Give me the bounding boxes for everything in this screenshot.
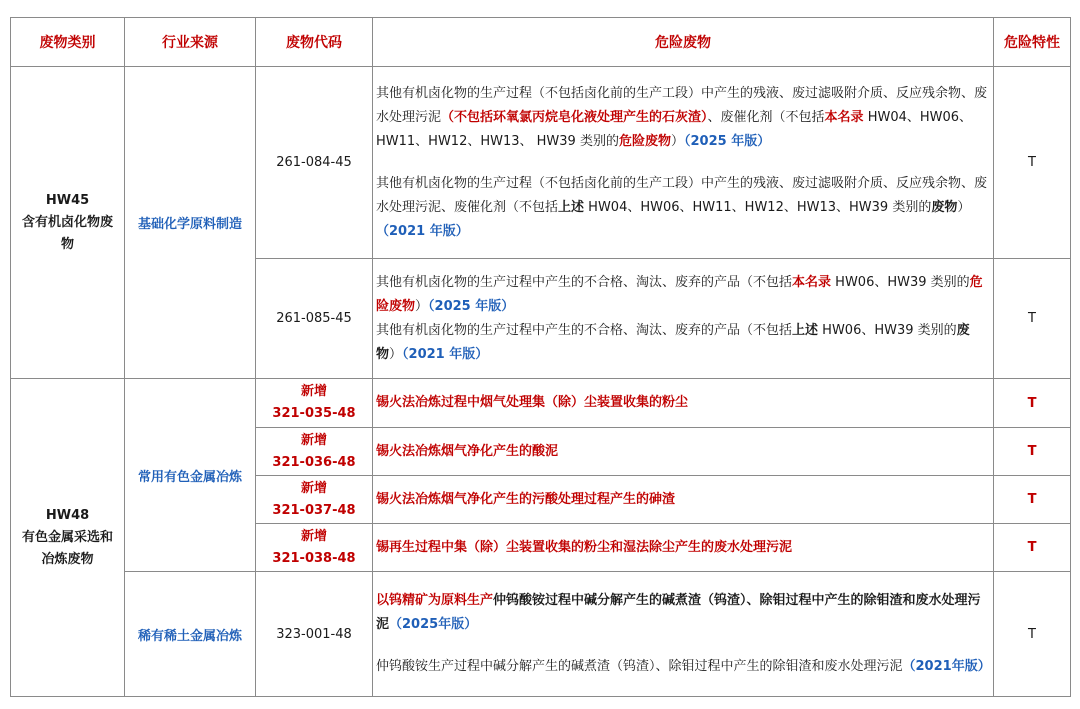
- hazard-value: T: [994, 572, 1071, 697]
- table-row: [11, 572, 1071, 697]
- text-segment: 仲钨酸铵过程中碱分解产生的碱煮渣（钨渣）、除钼过程中产生的除钼渣和废水处理污泥: [376, 593, 981, 632]
- waste-code-new: [256, 428, 373, 476]
- waste-code: 321-035-48: [272, 406, 356, 421]
- version-tag-2021: （2021 年版）: [402, 346, 489, 362]
- waste-code: 321-036-48: [272, 454, 356, 470]
- category-hw45: [11, 67, 125, 379]
- new-label: 新增: [300, 480, 327, 496]
- text-segment: 仲钨酸铵生产过程中碱分解产生的碱煮渣（钨渣）、除钼过程中产生的除钼渣和废水处理污泥: [376, 659, 903, 674]
- version-tag-2025: （2025 年版）: [683, 133, 771, 149]
- text-segment: 其他有机卤化物的生产过程中产生的不合格、淘汰、废弃的产品（不包括: [376, 322, 793, 338]
- hazard-value: T: [994, 67, 1071, 259]
- category-name-line2: 冶炼废物: [41, 551, 94, 567]
- waste-2025-text: [376, 271, 991, 319]
- source-common-nonferrous: 常用有色金属冶炼: [125, 379, 256, 572]
- category-hw48: [11, 379, 125, 697]
- version-tag-2025: （2025年版）: [389, 617, 478, 632]
- header-waste: 危险废物: [373, 18, 994, 67]
- waste-code-new: [256, 476, 373, 524]
- text-segment: 、废催化剂（不包括: [707, 109, 825, 125]
- source-rare-metal: 稀有稀土金属冶炼: [125, 572, 256, 697]
- hazard-value: T: [994, 524, 1071, 572]
- version-tag-2021: （2021 年版）: [376, 223, 469, 239]
- waste-code: 261-084-45: [256, 67, 373, 259]
- text-bold: 上述: [558, 199, 585, 215]
- text-segment: ）: [957, 199, 971, 215]
- text-bold: 废物: [931, 199, 958, 215]
- new-label: 新增: [300, 384, 327, 399]
- text-segment: ）: [389, 346, 403, 362]
- text-bold: 废物: [376, 322, 970, 362]
- text-highlight: 危险废物: [618, 133, 671, 149]
- version-tag-2021: （2021年版）: [902, 659, 991, 674]
- text-segment: HW06、HW39 类别的: [831, 274, 970, 290]
- category-code: HW48: [45, 507, 90, 523]
- waste-2021-text: [376, 655, 991, 679]
- waste-code: 261-085-45: [256, 259, 373, 379]
- text-segment: 其他有机卤化物的生产过程中产生的不合格、淘汰、废弃的产品（不包括: [376, 274, 793, 290]
- text-segment: HW06、HW39 类别的: [818, 322, 957, 338]
- waste-code: 321-037-48: [272, 502, 356, 518]
- category-name-line1: 含有机卤化物废: [21, 214, 113, 230]
- waste-description: 锡火法冶炼烟气净化产生的酸泥: [373, 428, 994, 476]
- header-hazard: 危险特性: [994, 18, 1071, 67]
- text-highlight: 本名录: [824, 109, 864, 125]
- waste-description: 锡再生过程中集（除）尘装置收集的粉尘和湿法除尘产生的废水处理污泥: [373, 524, 994, 572]
- text-highlight: 本名录: [792, 274, 832, 290]
- text-highlight: 危险废物: [376, 274, 983, 314]
- text-segment: HW04、HW06、HW11、HW12、HW13、 HW39 类别的: [376, 109, 973, 149]
- text-segment: HW04、HW06、HW11、HW12、HW13、HW39 类别的: [584, 199, 932, 215]
- text-segment: ）: [670, 133, 684, 149]
- waste-2025-text: [376, 589, 991, 637]
- text-highlight: （不包括环氧氯丙烷皂化液处理产生的石灰渣）: [441, 109, 708, 125]
- text-segment: 其他有机卤化物的生产过程（不包括卤化前的生产工段）中产生的残液、废过滤吸附介质、反应残余物、废水处理污泥、废催化剂（不包括: [376, 175, 988, 215]
- hazard-value: T: [994, 259, 1071, 379]
- table-row: [11, 67, 1071, 259]
- waste-2021-text: [376, 172, 991, 244]
- waste-description: 锡火法冶炼烟气净化产生的污酸处理过程产生的砷渣: [373, 476, 994, 524]
- table-row: [11, 379, 1071, 428]
- hazard-value: T: [994, 428, 1071, 476]
- text-highlight: 以钨精矿为原料生产: [376, 593, 494, 608]
- waste-code-new: [256, 524, 373, 572]
- hazardous-waste-table: [10, 17, 1071, 697]
- waste-2025-text: [376, 82, 991, 154]
- waste-code-new: [256, 379, 373, 428]
- new-label: 新增: [300, 432, 327, 448]
- version-tag-2025: （2025 年版）: [428, 298, 515, 314]
- category-name-line2: 物: [60, 236, 74, 252]
- text-bold: 上述: [792, 322, 819, 338]
- waste-description: 锡火法冶炼过程中烟气处理集（除）尘装置收集的粉尘: [373, 379, 994, 428]
- hazard-value: T: [994, 379, 1071, 428]
- waste-description: [373, 572, 994, 697]
- source-basic-chemical: 基础化学原料制造: [125, 67, 256, 379]
- hazard-value: T: [994, 476, 1071, 524]
- header-category: 废物类别: [11, 18, 125, 67]
- waste-description: [373, 259, 994, 379]
- text-segment: 其他有机卤化物的生产过程（不包括卤化前的生产工段）中产生的残液、废过滤吸附介质、反应残余物、废水处理污泥: [376, 85, 988, 125]
- waste-description: [373, 67, 994, 259]
- waste-2021-text: [376, 319, 991, 367]
- header-row: [11, 18, 1071, 67]
- category-name-line1: 有色金属采选和: [21, 529, 113, 545]
- header-code: 废物代码: [256, 18, 373, 67]
- text-segment: ）: [415, 298, 429, 314]
- new-label: 新增: [300, 528, 327, 544]
- category-code: HW45: [45, 192, 90, 208]
- waste-code: 321-038-48: [272, 550, 356, 566]
- waste-code: 323-001-48: [256, 572, 373, 697]
- header-source: 行业来源: [125, 18, 256, 67]
